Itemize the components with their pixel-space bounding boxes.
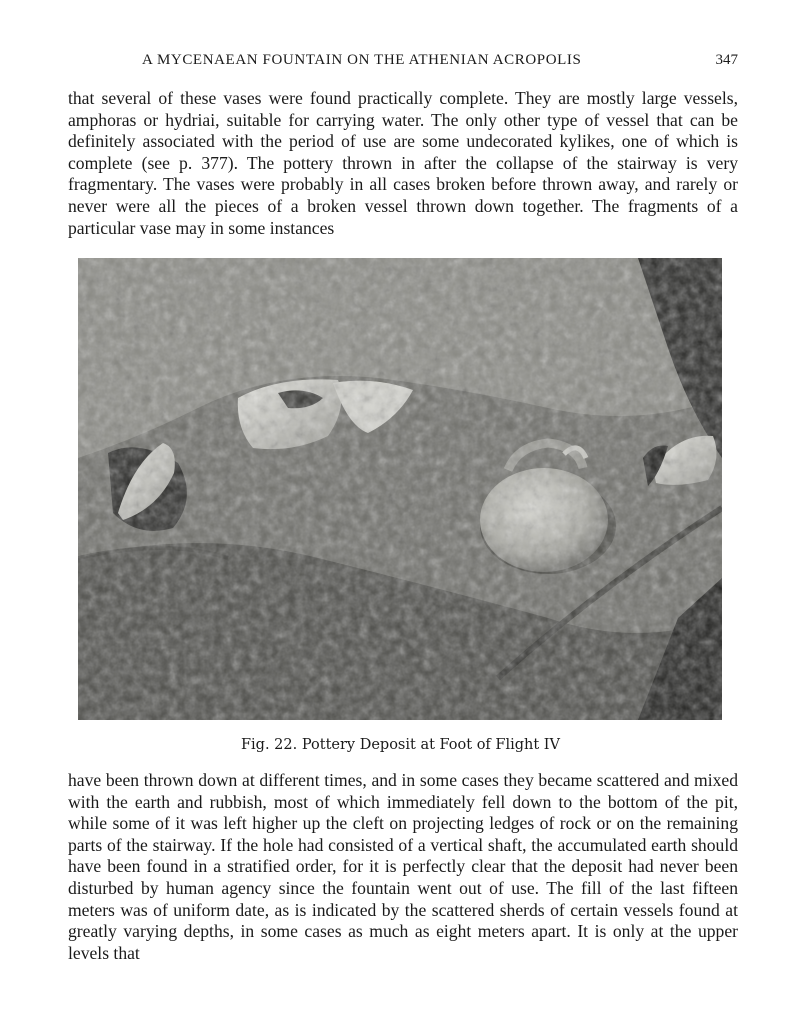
figure-caption: Fig. 22. Pottery Deposit at Foot of Flight IV [240,737,560,753]
figure-photograph [78,258,722,720]
body-paragraph-top: that several of these vases were found practically complete. They are mostly large vessels, amphoras or hydriai, suitable for carrying water. The only other type of vessel that can be definitely associated with the period of use are some undecorated kylikes, one of which is complete (see p. 377). The pottery thrown in after the collapse of the stairway is very fragmentary. The vases were probably in all cases broken before thrown away, and rarely or never were all the pieces of a broken vessel thrown down together. The fragments of a particular vase may in some instances [68,88,738,238]
page-number: 347 [715,52,738,68]
running-title: A MYCENAEAN FOUNTAIN ON THE ATHENIAN ACROPOLIS [142,52,582,68]
body-paragraph-bottom: have been thrown down at different times, and in some cases they became scattered and mixed with the earth and rubbish, most of which immediately fell down to the bottom of the pit, while some of it was left higher up the cleft on projecting ledges of rock or on the remaining parts of the stairway. If the hole had consisted of a vertical shaft, the accumulated earth should have been found in a stratified order, for it is perfectly clear that the deposit had never been disturbed by human agency since the fountain went out of use. The fill of the last fifteen meters was of uniform date, as is indicated by the scattered sherds of certain vessels found at greatly varying depths, in some cases as much as eight meters apart. It is only at the upper levels that [68,770,738,963]
page-header [68,52,738,76]
